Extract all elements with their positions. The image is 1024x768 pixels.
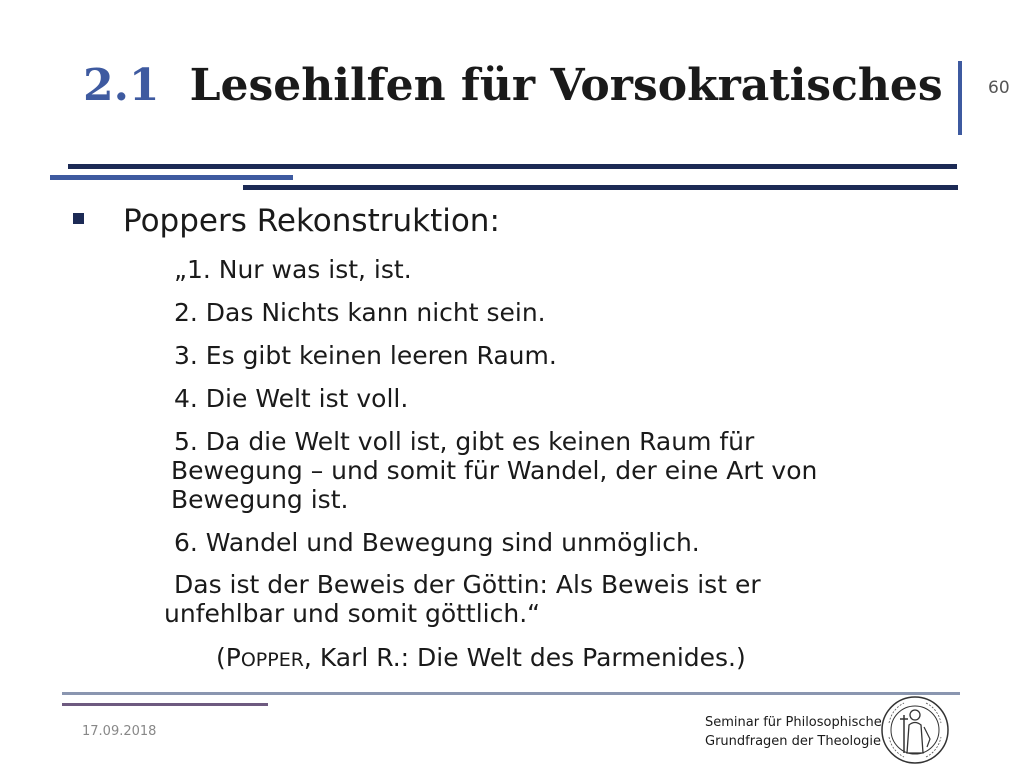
list-item: 6. Wandel und Bewegung sind unmöglich. — [174, 528, 700, 557]
title-text: Lesehilfen für Vorsokratisches — [189, 60, 943, 111]
title-number: 2.1 — [83, 60, 160, 111]
conclusion-line: Das ist der Beweis der Göttin: Als Beweis ist er — [174, 570, 761, 599]
header-rule-accent — [50, 175, 293, 180]
slide-title — [83, 60, 943, 111]
list-item: 4. Die Welt ist voll. — [174, 384, 409, 413]
title-divider — [958, 61, 962, 135]
footer-seminar — [705, 713, 882, 751]
footer-date: 17.09.2018 — [82, 724, 157, 739]
list-item-line: Bewegung – und somit für Wandel, der eine Art von — [171, 456, 818, 485]
square-bullet-icon — [73, 213, 84, 224]
seminar-line-2: Grundfragen der Theologie — [705, 734, 881, 749]
seminar-seal-logo — [880, 695, 950, 765]
citation-open: (P — [216, 643, 241, 672]
page-number: 60 — [988, 78, 1010, 98]
list-item: 2. Das Nichts kann nicht sein. — [174, 298, 546, 327]
conclusion-text — [164, 570, 761, 628]
header-rule-top — [68, 164, 957, 169]
list-item: 3. Es gibt keinen leeren Raum. — [174, 341, 557, 370]
list-item: „1. Nur was ist, ist. — [174, 255, 412, 284]
footer-rule-accent — [62, 703, 268, 706]
header-rule-bottom — [243, 185, 958, 190]
bullet-heading: Poppers Rekonstruktion: — [123, 203, 500, 239]
citation-author-smallcaps: OPPER — [240, 649, 304, 671]
list-item-line: 5. Da die Welt voll ist, gibt es keinen Raum für — [174, 427, 755, 456]
footer-rule — [62, 692, 960, 695]
conclusion-line: unfehlbar und somit göttlich.“ — [164, 599, 541, 628]
citation-rest: , Karl R.: Die Welt des Parmenides.) — [303, 643, 746, 672]
citation — [216, 643, 746, 672]
list-item — [171, 427, 817, 514]
seminar-line-1: Seminar für Philosophische — [705, 715, 882, 730]
list-item-line: Bewegung ist. — [171, 485, 349, 514]
